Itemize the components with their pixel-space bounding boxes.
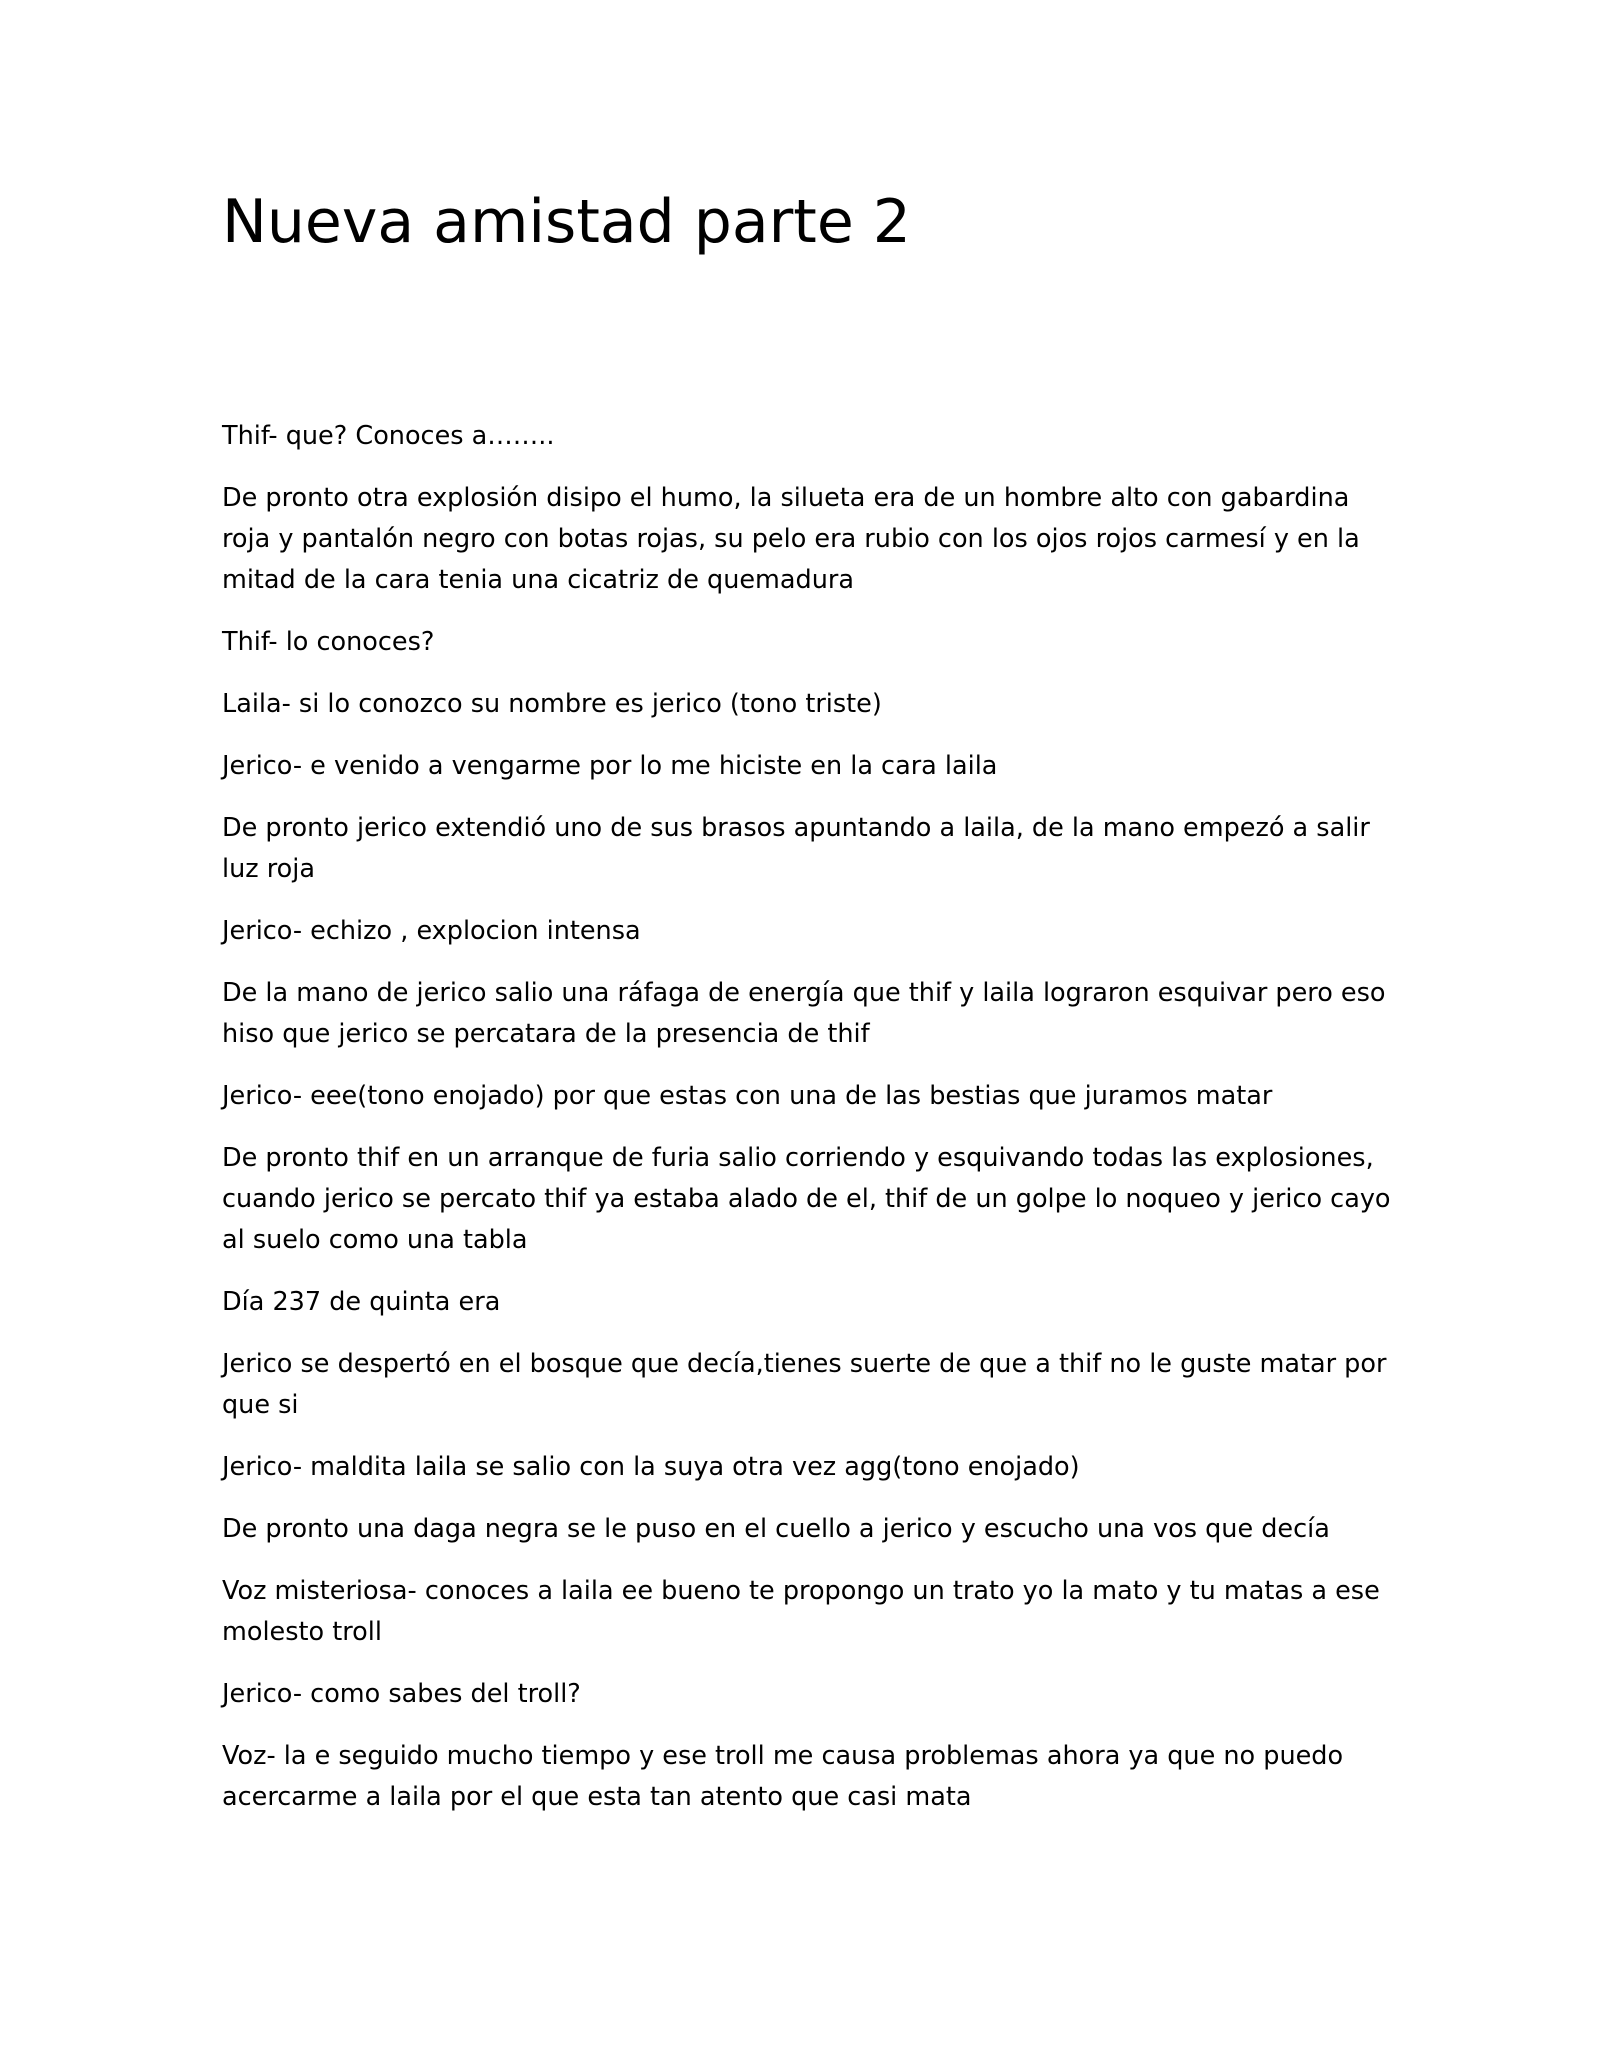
paragraph: Jerico- e venido a vengarme por lo me hiciste en la cara laila bbox=[222, 751, 998, 781]
paragraph: De pronto thif en un arranque de furia salio corriendo y esquivando todas las explosiones, cuando jerico se percato thif ya estaba alado de el, thif de un golpe lo noqueo y jerico cayo al suelo como una tabla bbox=[222, 1143, 1391, 1255]
paragraph: Jerico- eee(tono enojado) por que estas con una de las bestias que juramos matar bbox=[222, 1081, 1273, 1111]
paragraph: Jerico se despertó en el bosque que decía,tienes suerte de que a thif no le guste matar por que si bbox=[222, 1349, 1387, 1420]
paragraph: Voz- la e seguido mucho tiempo y ese troll me causa problemas ahora ya que no puedo acercarme a laila por el que esta tan atento que casi mata bbox=[222, 1741, 1344, 1812]
document-title: Nueva amistad parte 2 bbox=[222, 187, 911, 257]
document-body bbox=[222, 416, 1392, 1839]
paragraph: Thif- que? Conoces a…….. bbox=[222, 421, 555, 451]
paragraph: Jerico- maldita laila se salio con la suya otra vez agg(tono enojado) bbox=[222, 1452, 1080, 1482]
paragraph: Jerico- echizo , explocion intensa bbox=[222, 916, 641, 946]
paragraph: De pronto una daga negra se le puso en el cuello a jerico y escucho una vos que decía bbox=[222, 1514, 1330, 1544]
paragraph: De pronto otra explosión disipo el humo, la silueta era de un hombre alto con gabardina roja y pantalón negro con botas rojas, su pelo era rubio con los ojos rojos carmesí y en la mitad de la cara tenia una cicatriz de quemadura bbox=[222, 483, 1360, 595]
paragraph: De la mano de jerico salio una ráfaga de energía que thif y laila lograron esquivar pero eso hiso que jerico se percatara de la presencia de thif bbox=[222, 978, 1386, 1049]
paragraph: Laila- si lo conozco su nombre es jerico (tono triste) bbox=[222, 689, 882, 719]
paragraph: De pronto jerico extendió uno de sus brasos apuntando a laila, de la mano empezó a salir luz roja bbox=[222, 813, 1370, 884]
paragraph: Jerico- como sabes del troll? bbox=[222, 1679, 581, 1709]
paragraph: Voz misteriosa- conoces a laila ee bueno te propongo un trato yo la mato y tu matas a ese molesto troll bbox=[222, 1576, 1380, 1647]
paragraph: Día 237 de quinta era bbox=[222, 1287, 501, 1317]
paragraph: Thif- lo conoces? bbox=[222, 627, 435, 657]
